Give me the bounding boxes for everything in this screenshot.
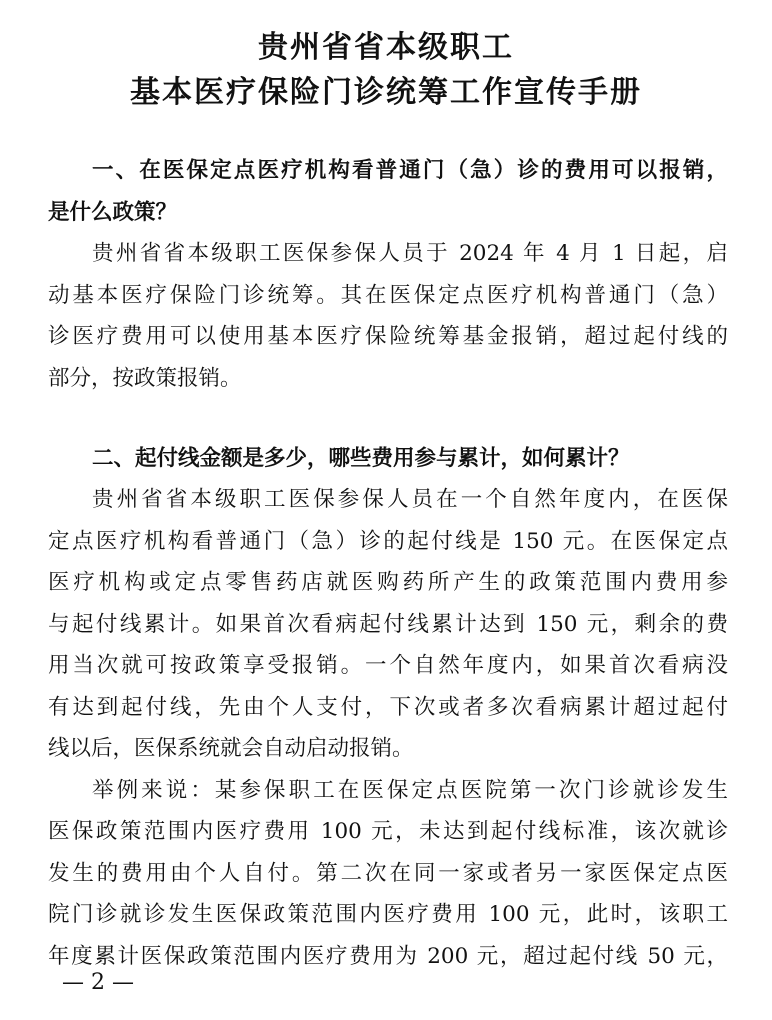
section2-body-line7: 线以后，医保系统就会自动启动报销。 — [48, 736, 414, 761]
section2-body-line4: 与起付线累计。如果首次看病起付线累计达到 150 元，剩余的费 — [48, 612, 728, 637]
section2-example-line1: 举例来说：某参保职工在医保定点医院第一次门诊就诊发生 — [92, 778, 728, 803]
document-title-line2: 基本医疗保险门诊统筹工作宣传手册 — [130, 75, 642, 110]
section1-body-line4: 部分，按政策报销。 — [48, 366, 242, 391]
section2-body-line6: 有达到起付线，先由个人支付，下次或者多次看病累计超过起付 — [48, 695, 728, 720]
section2-body-line1: 贵州省省本级职工医保参保人员在一个自然年度内，在医保 — [92, 487, 728, 512]
section1-body-line3: 诊医疗费用可以使用基本医疗保险统筹基金报销，超过起付线的 — [48, 324, 728, 349]
section2-example-line2: 医保政策范围内医疗费用 100 元，未达到起付线标准，该次就诊 — [48, 819, 728, 844]
section2-example-line3: 发生的费用由个人自付。第二次在同一家或者另一家医保定点医 — [48, 861, 728, 886]
section2-body-line2: 定点医疗机构看普通门（急）诊的起付线是 150 元。在医保定点 — [48, 529, 728, 554]
page-number: — 2 — — [62, 970, 134, 995]
section2-body-line3: 医疗机构或定点零售药店就医购药所产生的政策范围内费用参 — [48, 570, 728, 595]
section2-body-line5: 用当次就可按政策享受报销。一个自然年度内，如果首次看病没 — [48, 653, 728, 678]
section1-heading-line1: 一、在医保定点医疗机构看普通门（急）诊的费用可以报销， — [92, 158, 728, 183]
section1-heading-line2: 是什么政策？ — [48, 200, 178, 225]
document-title-line1: 贵州省省本级职工 — [258, 30, 514, 65]
section1-body-line1: 贵州省省本级职工医保参保人员于 2024 年 4 月 1 日起，启 — [92, 241, 728, 266]
section2-example-line4: 院门诊就诊发生医保政策范围内医疗费用 100 元，此时，该职工 — [48, 902, 728, 927]
section1-body-line2: 动基本医疗保险门诊统筹。其在医保定点医疗机构普通门（急） — [48, 283, 728, 308]
section2-example-line5: 年度累计医保政策范围内医疗费用为 200 元，超过起付线 50 元， — [48, 944, 728, 969]
section2-heading-line1: 二、起付线金额是多少，哪些费用参与累计，如何累计？ — [92, 446, 630, 471]
